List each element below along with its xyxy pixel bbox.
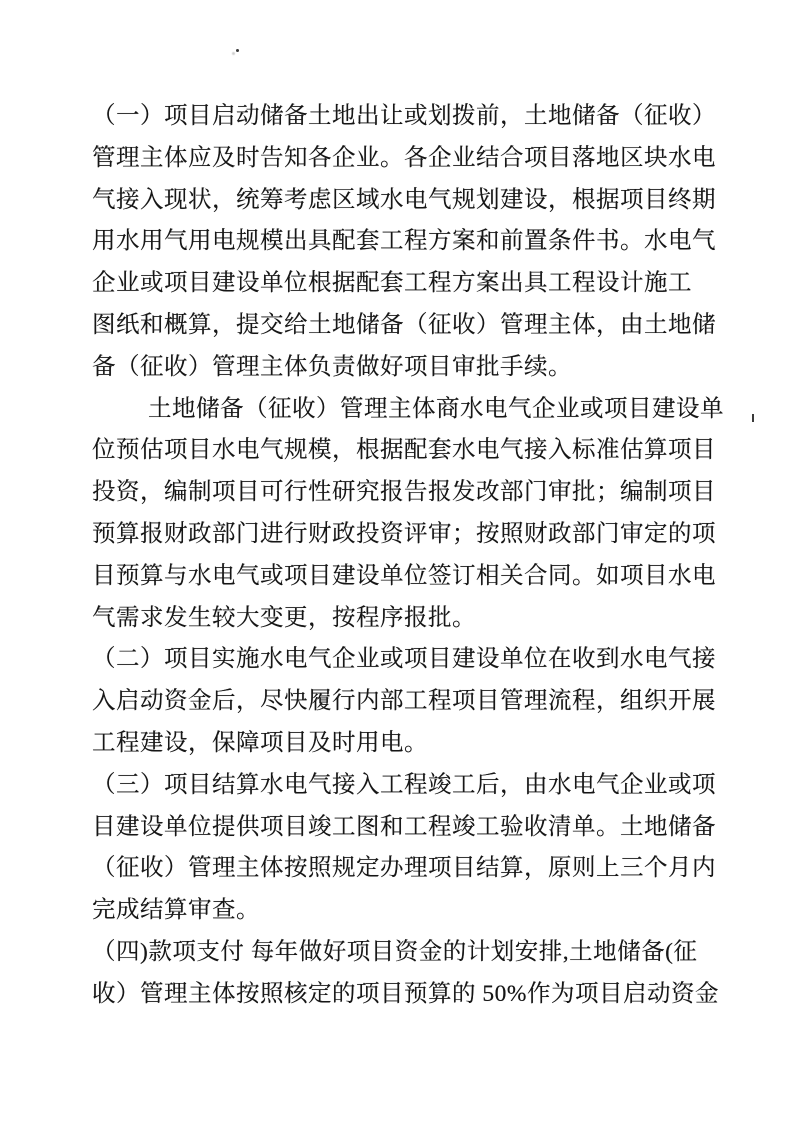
text-line: 用水用气用电规模出具配套工程方案和前置条件书。水电气 bbox=[92, 228, 716, 255]
text-line: （一）项目启动储备土地出让或划拨前，土地储备（征收） bbox=[92, 103, 716, 129]
scan-tick-artifact bbox=[752, 414, 754, 422]
text-line: （四)款项支付 每年做好项目资金的计划安排,土地储备(征 bbox=[92, 938, 698, 965]
document-body-text bbox=[92, 96, 724, 1016]
text-line: 收）管理主体按照核定的项目预算的 50%作为项目启动资金 bbox=[92, 980, 719, 1007]
text-line: 管理主体应及时告知各企业。各企业结合项目落地区块水电 bbox=[92, 144, 716, 171]
text-line: 入启动资金后，尽快履行内部工程项目管理流程，组织开展 bbox=[92, 688, 716, 715]
text-line: 位预估项目水电气规模，根据配套水电气接入标准估算项目 bbox=[92, 437, 716, 464]
paragraph-project-startup bbox=[92, 96, 716, 389]
scan-speck-artifact bbox=[236, 49, 239, 52]
text-line: 完成结算审查。 bbox=[92, 897, 260, 924]
paragraph-project-implementation bbox=[92, 639, 716, 764]
text-line: （征收）管理主体按照规定办理项目结算，原则上三个月内 bbox=[92, 855, 716, 882]
text-line: 投资，编制项目可行性研究报告报发改部门审批；编制项目 bbox=[92, 479, 716, 506]
text-line: 预算报财政部门进行财政投资评审；按照财政部门审定的项 bbox=[92, 520, 716, 547]
text-line: 目预算与水电气或项目建设单位签订相关合同。如项目水电 bbox=[92, 562, 716, 589]
text-line: （二）项目实施水电气企业或项目建设单位在收到水电气接 bbox=[92, 646, 716, 673]
paragraph-payment bbox=[92, 932, 719, 1016]
paragraph-land-reserve-duties bbox=[92, 389, 724, 640]
text-line: 目建设单位提供项目竣工图和工程竣工验收清单。土地储备 bbox=[92, 813, 716, 840]
text-line: （三）项目结算水电气接入工程竣工后，由水电气企业或项 bbox=[92, 771, 716, 798]
text-line: 企业或项目建设单位根据配套工程方案出具工程设计施工 bbox=[92, 270, 692, 297]
text-line: 土地储备（征收）管理主体商水电气企业或项目建设单 bbox=[148, 395, 724, 422]
text-line: 气接入现状，统筹考虑区域水电气规划建设，根据项目终期 bbox=[92, 186, 716, 213]
text-line: 备（征收）管理主体负责做好项目审批手续。 bbox=[92, 353, 572, 380]
text-line: 图纸和概算，提交给土地储备（征收）管理主体，由土地储 bbox=[92, 311, 716, 338]
text-line: 工程建设，保障项目及时用电。 bbox=[92, 729, 428, 756]
paragraph-project-settlement bbox=[92, 765, 716, 932]
text-line: 气需求发生较大变更，按程序报批。 bbox=[92, 604, 476, 631]
